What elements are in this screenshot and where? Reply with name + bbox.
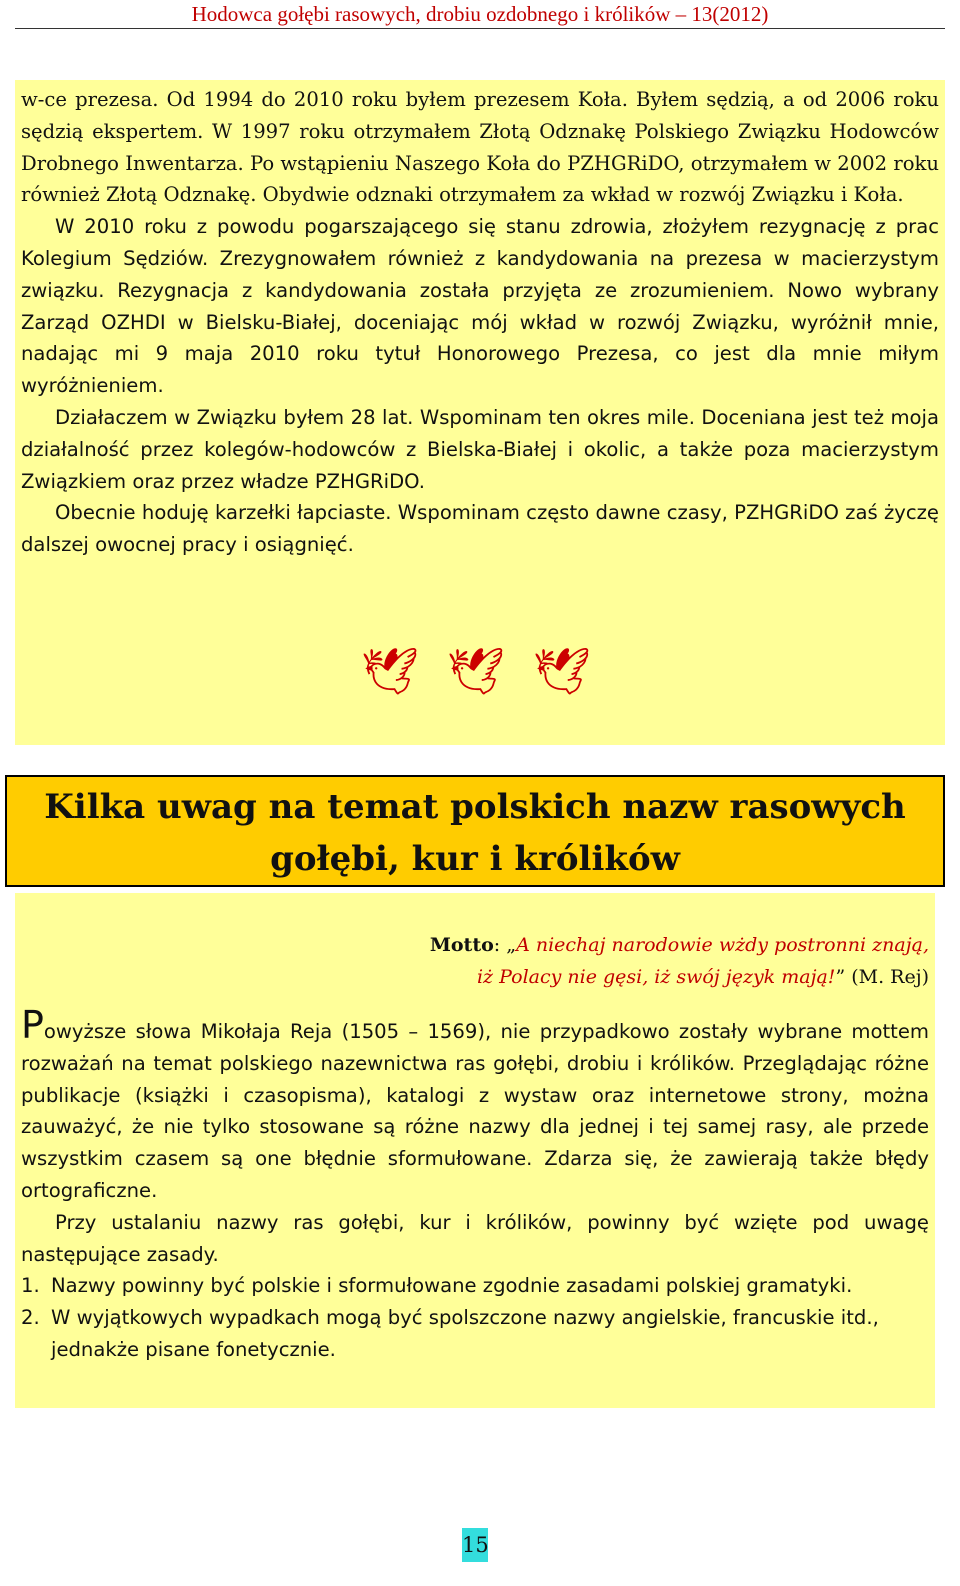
drop-cap: P (21, 1003, 44, 1047)
list-item (21, 1302, 929, 1366)
paragraph-rules-intro: Przy ustalaniu nazwy ras gołębi, kur i królików, powinny być wzięte pod uwagę następujące zasady. (21, 1210, 929, 1266)
motto-label: Motto (429, 934, 494, 956)
dove-ornament-icon: 🕊 🕊 🕊 (360, 646, 600, 697)
paragraph-awards: w-ce prezesa. Od 1994 do 2010 roku byłem prezesem Koła. Byłem sędzią, a od 2006 roku sędzią ekspertem. W 1997 roku otrzymałem Złotą Odznakę Polskiego Związku Hodowców Drobnego Inwentarza. Po wstąpieniu Naszego Koła do PZHGRiDO, otrzymałem w 2002 roku również Złotą Odznakę. Obydwie odznaki otrzymałem za wkład w rozwój Związku i Koła. (21, 88, 939, 207)
rules-list (21, 1270, 929, 1365)
list-item-number: 2. (21, 1306, 40, 1330)
article-title-line1: Kilka uwag na temat polskich nazw rasowych (44, 787, 906, 827)
paragraph-closing: Obecnie hoduję karzełki łapciaste. Wspominam często dawne czasy, PZHGRiDO zaś życzę dalszej owocnej pracy i osiągnięć. (21, 501, 939, 557)
paragraph-activity: Działaczem w Związku byłem 28 lat. Wspominam ten okres mile. Doceniana jest też moja działalność przez kolegów-hodowców z Bielska-Białej i okolic, a także poza macierzystym Związkiem oraz przez władze PZHGRiDO. (21, 405, 939, 493)
paragraph-intro (21, 1003, 929, 1207)
article-continuation-box (15, 80, 945, 745)
paragraph-resignation: W 2010 roku z powodu pogarszającego się stanu zdrowia, złożyłem rezygnację z prac Kolegium Sędziów. Zrezygnowałem również z kandydowania na prezesa w macierzystym związku. Rezygnacja z kandydowania została przyjęta ze zrozumieniem. Nowo wybrany Zarząd OZHDI w Bielsku-Białej, doceniając mój wkład w rozwój Związku, wyróżnił mnie, nadając mi 9 maja 2010 roku tytuł Honorowego Prezesa, co jest dla mnie miłym wyróżnieniem. (21, 215, 939, 398)
list-item-text: Nazwy powinny być polskie i sformułowane zgodnie zasadami polskiej gramatyki. (51, 1274, 853, 1298)
motto-close: ” (835, 966, 846, 988)
motto-author: (M. Rej) (845, 966, 929, 988)
article-title-line2: gołębi, kur i królików (270, 839, 680, 879)
motto (21, 929, 929, 993)
motto-colon: : „ (493, 934, 517, 956)
article-title-banner (5, 775, 945, 887)
motto-line2: iż Polacy nie gęsi, iż swój język mają! (476, 966, 836, 988)
list-item-text: W wyjątkowych wypadkach mogą być spolszczone nazwy angielskie, francuskie itd., jednakże pisane fonetycznie. (51, 1306, 879, 1361)
motto-line1: A niechaj narodowie wżdy postronni znają, (516, 934, 929, 956)
list-item (21, 1270, 929, 1302)
page-number: 15 (462, 1528, 488, 1562)
list-item-number: 1. (21, 1274, 40, 1298)
paragraph-intro-text: owyższe słowa Mikołaja Reja (1505 – 1569), nie przypadkowo zostały wybrane mottem rozważań na temat polskiego nazewnictwa ras gołębi, drobiu i królików. Przeglądając różne publikacje (książki i czasopisma), katalogi z wystaw oraz internetowe strony, można zauważyć, że nie tylko stosowane są różne nazwy dla jednej i tej samej rasy, ale przede wszystkim czasem są one błędnie sformułowane. Zdarza się, że zawierają także błędy ortograficzne. (21, 1020, 929, 1202)
running-header: Hodowca gołębi rasowych, drobiu ozdobnego i królików – 13(2012) (15, 0, 945, 29)
article-body-box (15, 893, 935, 1408)
